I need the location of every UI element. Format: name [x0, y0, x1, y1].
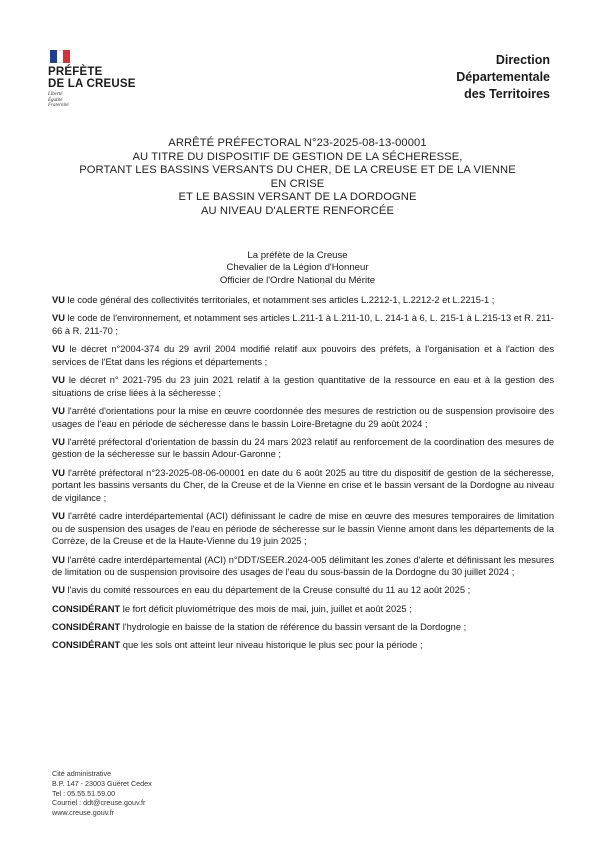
consideration-keyword: CONSIDÉRANT	[52, 603, 121, 614]
consideration-text: que les sols ont atteint leur niveau historique le plus sec pour la période ;	[122, 640, 423, 651]
recital-keyword: VU	[52, 375, 65, 386]
recital-text: l'arrêté cadre interdépartemental (ACI) définissant le cadre de mise en œuvre des mesures temporaires de limitation ou de suspension des usages de l'eau en période de sécheresse sur le bassin Vienne amont dans les départements de la Corrèze, de la Creuse et de la Haute-Vienne du 19 juin 2025 ;	[52, 511, 554, 547]
title-line: PORTANT LES BASSINS VERSANTS DU CHER, DE LA CREUSE ET DE LA VIENNE	[79, 164, 516, 177]
recital-text: l'arrêté cadre interdépartemental (ACI) n°DDT/SEER.2024-005 délimitant les zones d'alerte et définissant les mesures de limitation ou de suspension provisoire des usages de l'eau du sous-bassin de la Dordogne du 30 juillet 2024 ;	[52, 554, 554, 578]
recital-text: l'arrêté préfectoral n°23-2025-08-06-00001 en date du 6 août 2025 au titre du dispositif de gestion de la sécheresse, portant les bassins versants du Cher, de la Creuse et de la Vienne en crise et le bassin versant de la Dordogne au niveau de vigilance ;	[52, 467, 554, 503]
recital-text: l'avis du comité ressources en eau du département de la Creuse consulté du 11 au 12 août 2025 ;	[67, 585, 471, 596]
recital-text: l'arrêté d'orientations pour la mise en œuvre coordonnée des mesures de restriction ou de suspension provisoire des usages de l'eau en période de sécheresse dans le bassin Loire-Bretagne du 29 août 2024 ;	[52, 405, 554, 429]
recital-keyword: VU	[52, 313, 65, 324]
prefecture-name-line2: DE LA CREUSE	[48, 78, 136, 90]
recital-keyword: VU	[52, 295, 65, 305]
recital	[52, 343, 554, 368]
motto-line: Liberté	[48, 92, 63, 97]
consideration-text: l'hydrologie en baisse de la station de référence du bassin versant de la Dordogne ;	[122, 622, 467, 633]
decree-body	[52, 294, 554, 658]
title-line: ET LE BASSIN VERSANT DE LA DORDOGNE	[178, 191, 417, 204]
consideration-keyword: CONSIDÉRANT	[52, 640, 121, 651]
motto-line: Fraternité	[48, 103, 69, 108]
recital-keyword: VU	[52, 511, 65, 522]
recital-text: le décret n°2004-374 du 29 avril 2004 modifié relatif aux pouvoirs des préfets, à l'organisation et à l'action des services de l'Etat dans les régions et départements ;	[52, 344, 554, 367]
authority-line: Officier de l'Ordre National du Mérite	[219, 274, 376, 286]
authority-line: La préfète de la Creuse	[247, 250, 348, 261]
recital	[52, 467, 554, 505]
recital	[52, 294, 554, 307]
motto-line: Égalité	[48, 97, 63, 103]
prefecture-name-line1: PRÉFÈTE	[48, 66, 103, 78]
recital-text: l'arrêté préfectoral d'orientation de bassin du 24 mars 2023 relatif au renforcement de la coordination des mesures de gestion de la sécheresse sur le bassin Adour-Garonne ;	[52, 436, 554, 460]
issuing-authority	[0, 250, 595, 287]
prefecture-logo	[48, 50, 148, 109]
republic-motto	[48, 92, 148, 109]
recital-keyword: VU	[52, 467, 65, 478]
title-line: AU NIVEAU D'ALERTE RENFORCÉE	[200, 204, 395, 217]
service-name-line: Départementale	[456, 70, 550, 84]
recital	[52, 436, 554, 461]
recital-keyword: VU	[52, 405, 65, 416]
footer-phone: Tel : 05.55.51.59.00	[52, 788, 116, 798]
decree-title	[60, 137, 535, 219]
recital	[52, 374, 554, 399]
footer-website: www.creuse.gouv.fr	[52, 808, 115, 818]
footer-postal-box: B.P. 147 - 23003 Guéret Cedex	[52, 778, 152, 788]
title-line: ARRÊTÉ PRÉFECTORAL N°23-2025-08-13-00001	[168, 137, 427, 149]
recital	[52, 554, 554, 579]
recital-text: le décret n° 2021-795 du 23 juin 2021 relatif à la gestion quantitative de la ressource en eau et à la gestion des situations de crise liées à la sécheresse ;	[52, 375, 554, 398]
recital	[52, 584, 554, 597]
consideration-keyword: CONSIDÉRANT	[52, 622, 121, 633]
consideration-text: le fort déficit pluviométrique des mois de mai, juin, juillet et août 2025 ;	[122, 603, 412, 614]
title-line: EN CRISE	[270, 177, 325, 190]
recital-text: le code général des collectivités territoriales, et notamment ses articles L.2212-1, L.2212-2 et L.2215-1 ;	[67, 295, 495, 305]
recital	[52, 312, 554, 337]
footer-address: Cité administrative	[52, 769, 112, 778]
recital-keyword: VU	[52, 585, 65, 596]
service-name-line: des Territoires	[464, 87, 550, 101]
service-name-line: Direction	[495, 53, 550, 67]
consideration	[52, 621, 554, 634]
recital-keyword: VU	[52, 344, 65, 355]
contact-footer	[52, 769, 152, 818]
recital-text: le code de l'environnement, et notamment ses articles L.211-1 à L.211-10, L. 214-1 à 6, L. 215-1 à L.215-13 et R. 211-66 à R. 211-70 ;	[52, 313, 554, 336]
consideration	[52, 603, 554, 616]
recital	[52, 405, 554, 430]
authority-line: Chevalier de la Légion d'Honneur	[226, 262, 369, 274]
title-line: AU TITRE DU DISPOSITIF DE GESTION DE LA SÉCHERESSE,	[132, 150, 463, 163]
marianne-flag-icon	[50, 50, 70, 63]
recital-keyword: VU	[52, 554, 65, 565]
service-name	[456, 52, 550, 103]
recital	[52, 510, 554, 548]
recital-keyword: VU	[52, 436, 65, 447]
footer-email: Courriel : ddt@creuse.gouv.fr	[52, 798, 146, 808]
consideration	[52, 639, 554, 652]
